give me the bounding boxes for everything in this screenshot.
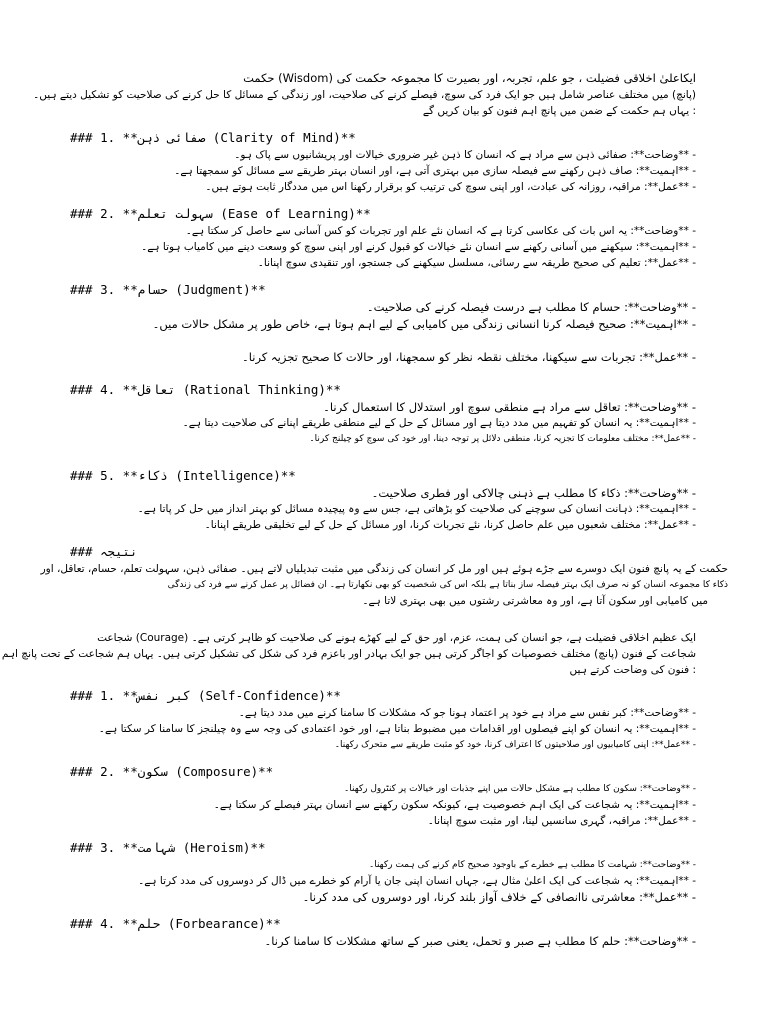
courage-section-3-bullet-1: - **وضاحت**: شہامت کا مطلب ہے خطرے کے باوجود صحیح کام کرنے کی ہمت رکھنا۔ <box>368 860 696 870</box>
wisdom-section-3-bullet-1: - **وضاحت**: حسام کا مطلب ہے درست فیصلہ کرنے کی صلاحیت۔ <box>366 300 696 314</box>
courage-section-4-heading: ### 4. **حلم (Forbearance)** <box>70 916 281 931</box>
wisdom-section-4-bullet-1: - **وضاحت**: تعاقل سے مراد ہے منطقی سوچ اور استدلال کا استعمال کرنا۔ <box>323 400 696 414</box>
courage-section-1-bullet-1: - **وضاحت**: کبر نفس سے مراد ہے خود پر اعتماد ہونا جو کہ مشکلات کا سامنا کرنے میں مدد دیتا ہے۔ <box>238 707 696 719</box>
wisdom-section-3-bullet-2: - **اہمیت**: صحیح فیصلہ کرنا انسانی زندگی میں کامیابی کے لیے اہم ہوتا ہے، خاص طور پر مشکل حالات میں۔ <box>152 317 696 331</box>
wisdom-section-1-bullet-2: - **اہمیت**: صاف ذہن رکھنے سے فیصلہ سازی میں بہتری آتی ہے، اور انسان بہتر طریقے سے مسائل کو سمجھتا ہے۔ <box>174 165 696 177</box>
wisdom-section-2-bullet-3: - **عمل**: تعلیم کی صحیح طریقہ سے رسائی، مسلسل سیکھنے کی جستجو، اور تنقیدی سوچ اپنانا۔ <box>257 257 696 269</box>
courage-section-3-bullet-3: - **عمل**: معاشرتی ناانصافی کے خلاف آواز بلند کرنا، اور دوسروں کی مدد کرنا۔ <box>302 890 696 904</box>
wisdom-section-3-bullet-3: - **عمل**: تجربات سے سیکھنا، مختلف نقطہ نظر کو سمجھنا، اور حالات کا صحیح تجزیہ کرنا۔ <box>242 350 696 364</box>
courage-section-2-bullet-3: - **عمل**: مراقبہ، گہری سانسیں لینا، اور مثبت سوچ اپنانا۔ <box>427 815 696 827</box>
wisdom-section-2-bullet-2: - **اہمیت**: سیکھنے میں آسانی رکھنے سے انسان نئے خیالات کو قبول کرنے اور اپنی سوچ کو وسعت دینے میں کامیاب ہوتا ہے۔ <box>141 241 696 253</box>
courage-section-1-bullet-2: - **اہمیت**: یہ انسان کو اپنے فیصلوں اور اقدامات میں مضبوط بناتا ہے، اور خود اعتمادی کی وجہ سے وہ چیلنجز کا سامنا کر سکتا ہے۔ <box>98 723 696 735</box>
courage-section-2-bullet-1: - **وضاحت**: سکون کا مطلب ہے مشکل حالات میں اپنے جذبات اور خیالات پر کنٹرول رکھنا۔ <box>344 784 696 794</box>
wisdom-section-1-bullet-1: - **وضاحت**: صفائی ذہن سے مراد ہے کہ انسان کا ذہن غیر ضروری خیالات اور پریشانیوں سے پاک ہو۔ <box>234 149 696 161</box>
wisdom-conclusion-heading: ### نتیجہ <box>70 544 138 559</box>
courage-intro-line-2: شجاعت کے فنون (پانچ) مختلف خصوصیات کو اجاگر کرتی ہیں جو ایک بہادر اور باعزم فرد کی شکل کی تشکیل کرتی ہیں۔ یہاں ہم شجاعت کے تحت پانچ اہم <box>1 648 696 660</box>
wisdom-section-5-bullet-1: - **وضاحت**: ذکاء کا مطلب ہے ذہنی چالاکی اور فطری صلاحیت۔ <box>371 486 696 500</box>
courage-section-1-bullet-3: - **عمل**: اپنی کامیابیوں اور صلاحیتوں کا اعتراف کرنا، خود کو مثبت طریقے سے متحرک رکھنا۔ <box>334 740 696 750</box>
wisdom-section-2-bullet-1: - **وضاحت**: یہ اس بات کی عکاسی کرتا ہے کہ انسان نئے علم اور تجربات کو کس آسانی سے حاصل کر سکتا ہے۔ <box>185 225 696 237</box>
courage-section-4-bullet-1: - **وضاحت**: حلم کا مطلب ہے صبر و تحمل، یعنی صبر کے ساتھ مشکلات کا سامنا کرنا۔ <box>264 934 696 948</box>
wisdom-section-4-heading: ### 4. **تعاقل (Rational Thinking)** <box>70 382 341 397</box>
courage-section-3-bullet-2: - **اہمیت**: یہ شجاعت کی ایک اعلیٰ مثال ہے، جہاں انسان اپنی جان یا آرام کو خطرے میں ڈال کر دوسروں کی مدد کرتا ہے۔ <box>138 875 696 887</box>
courage-section-2-heading: ### 2. **سکون (Composure)** <box>70 764 274 779</box>
wisdom-section-5-heading: ### 5. **ذکاء (Intelligence)** <box>70 468 296 483</box>
wisdom-conclusion-line-2: ذکاء کا مجموعہ انسان کو نہ صرف ایک بہتر فیصلہ ساز بناتا ہے بلکہ اس کی شخصیت کو بھی نکھارتا ہے۔ ان فضائل پر عمل کرنے سے فرد کی زندگی <box>167 580 728 590</box>
wisdom-conclusion-line-3: میں کامیابی اور سکون آتا ہے، اور وہ معاشرتی رشتوں میں بھی بہتری لاتا ہے۔ <box>362 595 708 607</box>
courage-intro-line-1: ایک عظیم اخلاقی فضیلت ہے، جو انسان کی ہمت، عزم، اور حق کے لیے کھڑے ہونے کی صلاحیت کو ظاہر کرتی ہے۔ (Courage) شجاعت <box>97 632 696 644</box>
wisdom-section-4-bullet-3: - **عمل**: مختلف معلومات کا تجزیہ کرنا، منطقی دلائل پر توجہ دینا، اور خود کی سوچ کو چیلنج کرنا۔ <box>309 434 696 444</box>
wisdom-intro-line-3: : یہاں ہم حکمت کے ضمن میں پانچ اہم فنون کو بیان کریں گے <box>422 105 696 117</box>
wisdom-intro-line-2: (پانچ) میں مختلف عناصر شامل ہیں جو ایک فرد کی سوچ، فیصلے کرنے کی صلاحیت، اور زندگی کے مسائل کا حل کرنے کی صلاحیت کو تشکیل دیتے ہیں۔ <box>33 89 696 101</box>
wisdom-conclusion-line-1: حکمت کے یہ پانچ فنون ایک دوسرے سے جڑے ہوئے ہیں اور مل کر انسان کی زندگی میں مثبت تبدیلیاں لاتے ہیں۔ صفائی ذہن، سہولت تعلم، حسام، تعاقل، اور <box>40 563 728 575</box>
wisdom-section-3-heading: ### 3. **حسام (Judgment)** <box>70 282 266 297</box>
wisdom-section-1-bullet-3: - **عمل**: مراقبہ، روزانہ کی عبادت، اور اپنی سوچ کی ترتیب کو برقرار رکھنا اس میں مددگار ثابت ہوتے ہیں۔ <box>205 181 696 193</box>
courage-section-2-bullet-2: - **اہمیت**: یہ شجاعت کی ایک اہم خصوصیت ہے، کیونکہ سکون رکھنے سے انسان بہتر فیصلے کر سکتا ہے۔ <box>213 799 696 811</box>
courage-section-1-heading: ### 1. **کبر نفس (Self-Confidence)** <box>70 688 341 703</box>
courage-section-3-heading: ### 3. **شہامت (Heroism)** <box>70 840 266 855</box>
wisdom-section-2-heading: ### 2. **سہولت تعلم (Ease of Learning)** <box>70 206 371 221</box>
wisdom-intro-line-1: ایکاعلیٰ اخلاقی فضیلت ، جو علم، تجربہ، اور بصیرت کا مجموعہ حکمت کی (Wisdom) حکمت <box>243 71 696 85</box>
courage-intro-line-3: : فنون کی وضاحت کرتے ہیں <box>569 664 696 676</box>
wisdom-section-4-bullet-2: - **اہمیت**: یہ انسان کو تفہیم میں مدد دیتا ہے اور مسائل کے حل کے لیے منطقی طریقے اپنانے کی صلاحیت دیتا ہے۔ <box>182 417 696 429</box>
wisdom-section-1-heading: ### 1. **صفائی ذہن (Clarity of Mind)** <box>70 130 356 145</box>
wisdom-section-5-bullet-2: - **اہمیت**: ذہانت انسان کی سوچنے کی صلاحیت کو بڑھاتی ہے، جس سے وہ پیچیدہ مسائل کو بہتر انداز میں حل کر پاتا ہے۔ <box>137 503 696 515</box>
wisdom-section-5-bullet-3: - **عمل**: مختلف شعبوں میں علم حاصل کرنا، نئے تجربات کرنا، اور مسائل کے حل کے لیے تخلیقی طریقے اپنانا۔ <box>204 519 696 531</box>
